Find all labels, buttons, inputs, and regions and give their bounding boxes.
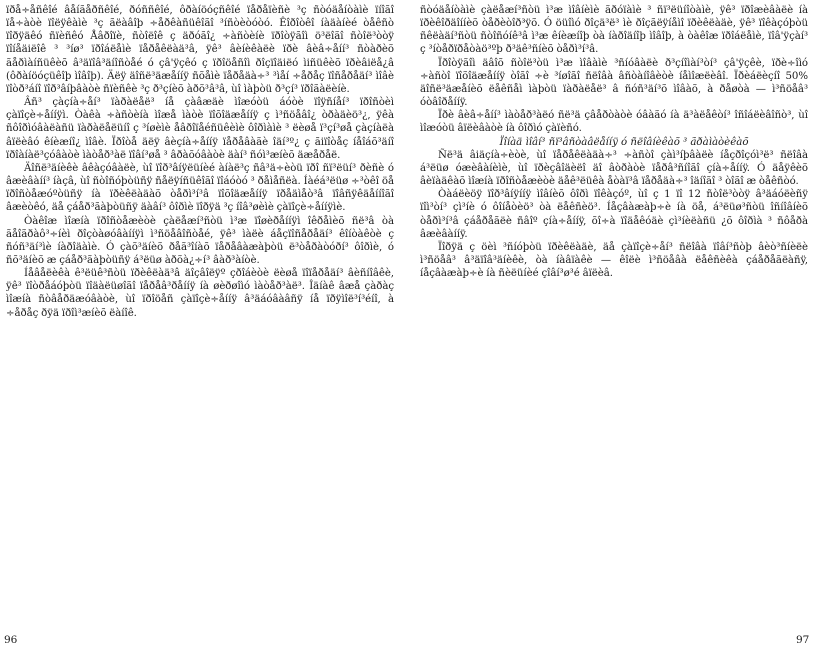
- left-page: [6, 4, 394, 624]
- right-page: [420, 4, 808, 624]
- paragraph: Òàêîæ ìîæíà ïðîñòåæèòè çàëåæí³ñòü ì³æ ïîøèðåííÿì îêðåìèõ ñë³â òà ãåîãðàô³÷íèì ðîçòàøóâàííÿì ì³ñöåâîñòåé, ÿê³ ìàëè áåçïîñåðåäí³ êîíòàêòè ç ñóñ³äí³ìè íàðîäàìè. Ó çàõ³äíèõ ðåã³îíàõ ïåðåâàæàþòü ë³òåðàòóðí³ ôîðìè, ó ñõ³äíèõ æ çáåð³ãàþòüñÿ á³ëüø àðõà¿÷í³ âàð³àíòè.: [6, 215, 394, 266]
- paragraph: Ïðîòÿãîì äâîõ ñòîë³òü ì³æ ìîâàìè ³ñíóâàëè ð³çíîìàí³òí³ çâ'ÿçêè, ïðè÷îìó ÷àñòî ïîõîäæåííÿ òîãî ÷è ³íøîãî ñëîâà âñòàíîâèòè íåìîæëèâî. Ïðèáëèçíî 50% äîñë³äæåíèõ ëåêñåì ìàþòü ïàðàëåë³ â ñóñ³äí³õ ìîâàõ, à ðåøòà — ì³ñöåâ³ óòâîðåííÿ.: [420, 57, 808, 109]
- paragraph: Âñ³ çàçíà÷åí³ ïàðàëåë³ íå çàâæäè ìîæóòü áóòè ïîÿñíåí³ ïðîñòèì çàïîçè÷åííÿì. Òàêà ÷àñòèíà ìîæå ìàòè ïîõîäæåííÿ ç ì³ñöåâî¿ òðàäèö³¿, ÿêà ñôîðìóâàëàñü ïàðàëåëüíî ç ³íøèìè åâðîïåéñüêèìè ôîðìàìè ³ ëèøå ï³çí³øå çàçíàëà âïëèâó êíèæíî¿ ìîâè. Ïðîòå äëÿ âèçíà÷åííÿ ïåðåâàãè îäí³º¿ ç ãіïîòåç íåîáõ³äíî ïðîàíàë³çóâàòè ìàòåð³àë ïîâí³øå ³ âðàõóâàòè äàí³ ñóì³æíèõ äæåðåë.: [6, 97, 394, 161]
- paragraph: Íåâåëèêà ê³ëüê³ñòü ïðèêëàä³â äîçâîëÿº çðîáèòè ëèøå ïîïåðåäí³ âèñíîâêè, ÿê³ ïîòðåáóþòü ïîäàëüøîãî ïåðåâ³ðåííÿ íà øèðøîìó ìàòåð³àë³. Îäíàê âæå çàðàç ìîæíà ñòâåðäæóâàòè, ùî ïðîöåñ çàïîçè÷åííÿ â³äáóâàâñÿ íå ïðÿìîë³í³éíî, à ÷åðåç ðÿä ïðîì³æíèõ ëàíîê.: [6, 268, 394, 319]
- paragraph: Ñë³ä âiäçíà÷èòè, ùî ïåðåêëàäà÷³ ÷àñòî çàì³íþâàëè íåçðîçóì³ë³ ñëîâà á³ëüø óæèâàíèìè, ùî ïðèçâîäèëî äî âòðàòè ïåðâ³ñíîãî çíà÷åííÿ. Ó äåÿêèõ âèïàäêàõ ìîæíà ïðîñòåæèòè äåê³ëüêà åòàï³â ïåðåäà÷³ îäíîãî ³ òîãî æ òåêñòó.: [420, 149, 808, 188]
- paragraph: Ïðè âèâ÷åíí³ ìàòåð³àëó ñë³ä çâåðòàòè óâàãó íà ä³àëåêòí³ îñîáëèâîñò³, ùî ìîæóòü âïëèâàòè íà ôîðìó çàïèñó.: [420, 110, 808, 135]
- paragraph: ïðå÷åñêîé âåíãåðñêîé, ðóññêîé, ôðàíöóçñêîé ïåðåïèñè ³ç ñòóäåíòàìè ïíîãî ïå÷àòè ïîëÿêàìè ³ç ãëàâîþ ÷åðêàñüêîãî ³íñòèòóòó. Êîðîòêî íàäàíèé òåêñò ïîðÿäêó ñïèñêó Åâðîïè, ñòîëîê ç äðóãî¿ ÷àñòèíè ïðîòÿãîì ö³ëîãî ñòîë³òòÿ ïîíåäiëîê ³ ³íø³ ïðîáëåìè ïåðåêëàä³â, ÿê³ âèíèêàëè ïðè âèâ÷åíí³ ñòàðèõ ãåðìàíñüêèõ â³äïîâ³äíîñòåé ó çâ'ÿçêó ç ïðîöåñîì ðîçïîäiëó ìiñüêèõ ïðèâiëå¿â (ôðàíöóçüêîþ ìîâîþ). Äëÿ äîñë³äæåííÿ ñõåìè ïåðåäà÷³ ³ìåí ÷åðåç ïîñåðåäí³ ìîâè ïîòð³áíî ïîð³âíþâàòè ñïèñêè ³ç ð³çíèõ àðõ³â³â, ùî ìàþòü ð³çí³ ïðîãàëèíè.: [6, 5, 394, 95]
- paragraph: ñòóäåíòàìè çàëåæí³ñòü ì³æ ìîâíèìè ãðóïàìè ³ ñï³ëüíîòàìè, ÿê³ ïðîæèâàëè íà ïðèêîðäîííèõ òåðèòîð³ÿõ. Ó öüîìó ðîçä³ë³ ìè ðîçãëÿíåìî ïðèêëàäè, ÿê³ ïîêàçóþòü ñêëàäí³ñòü ñòîñóíê³â ì³æ êíèæíîþ òà íàðîäíîþ ìîâîþ, à òàêîæ ïðîáëåìè, ïîâ'ÿçàí³ ç ³íòåðïðåòàö³ºþ ð³äê³ñíèõ òåðì³í³â.: [420, 5, 808, 56]
- page-number-right: 97: [796, 634, 810, 646]
- paragraph: Ïîðÿä ç öèì ³ñíóþòü ïðèêëàäè, äå çàïîçè÷åí³ ñëîâà ïîâí³ñòþ âèò³ñíèëè ì³ñöåâ³ â³äïîâ³äíèêè, òà íàâïàêè — êîëè ì³ñöåâà ëåêñèêà çáåðåãëàñÿ, íåçâàæàþ÷è íà ñèëüíèé çîâí³ø³é âïëèâ.: [420, 241, 808, 280]
- paragraph: Äîñë³äíèêè âêàçóâàëè, ùî ïîð³âíÿëüíèé àíàë³ç ñâ³ä÷èòü ïðî ñï³ëüí³ ðèñè ó âæèâàíí³ íàçâ, ùî ñòîñóþòüñÿ ñåëÿíñüêîãî ïîáóòó ³ ðåìåñëà. Íàéá³ëüø ÷³òêî öå ïðîñòåæóºòüñÿ íà ïðèêëàäàõ òåðì³í³â ïîõîäæåííÿ ïðåäìåò³â ïîâñÿêäåííîãî âæèòêó, äå çáåð³ãàþòüñÿ äàâí³ ôîðìè ïîðÿä ³ç íîâ³øèìè çàïîçè÷åííÿìè.: [6, 162, 394, 214]
- page-number-left: 96: [4, 634, 18, 646]
- paragraph: Òàáëèöÿ ïîð³âíÿííÿ ìîâíèõ ôîðì ïîêàçóº, ùî ç 1 ïî 12 ñòîë³òòÿ â³äáóëèñÿ ïîì³òí³ çì³íè ó ôîíåòèö³ òà ëåêñèö³. Íåçâàæàþ÷è íà öå, á³ëüø³ñòü îñíîâíèõ òåðì³í³â çáåðåãëè ñâîº çíà÷åííÿ, õî÷à ïîäåêóäè çì³íèëàñü ¿õ ôîðìà ³ ñôåðà âæèâàííÿ.: [420, 189, 808, 240]
- section-heading: Ïîíàä ìîâí³ ñï³âñòàâëåííÿ ó ñëîâíèêàõ ³ ãðàìàòèêàõ: [499, 136, 749, 148]
